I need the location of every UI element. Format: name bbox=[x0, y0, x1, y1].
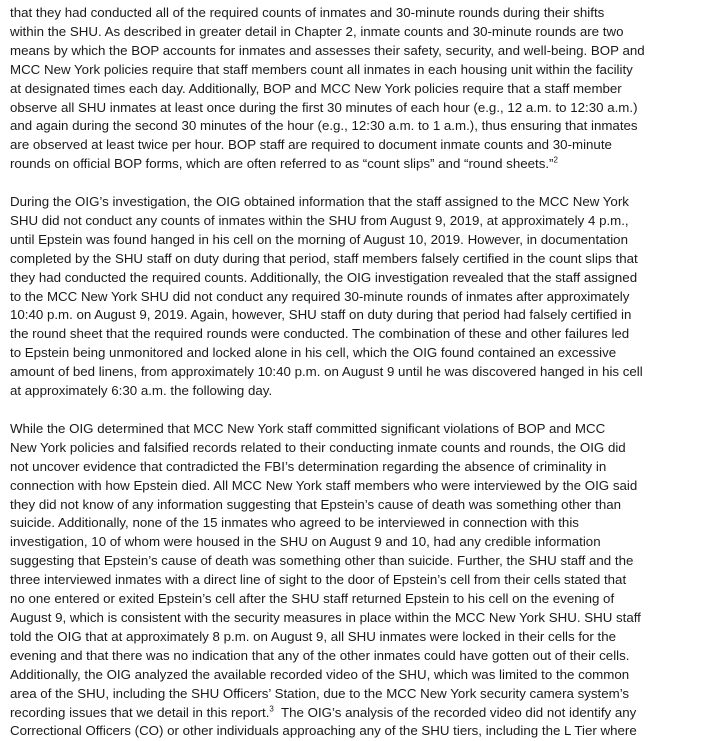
text-line: means by which the BOP accounts for inmates and assesses their safety, security, and well-being. BOP and bbox=[10, 42, 645, 58]
text-segment: rounds on official BOP forms, which are often referred to as “count slips” and “round sheets.” bbox=[10, 156, 554, 172]
text-line: the round sheet that the required rounds were conducted. The combination of these and other failures led bbox=[10, 326, 630, 342]
text-line: amount of bed linens, from approximately 10:40 p.m. on August 9 until he was discovered hanged in his cell bbox=[10, 364, 643, 380]
text-line: observe all SHU inmates at least once during the first 30 minutes of each hour (e.g., 12 a.m. to 12:30 a.m.) bbox=[10, 99, 638, 115]
paragraph-oig-investigation-findings bbox=[10, 193, 710, 401]
document-page bbox=[10, 4, 710, 741]
text-line: until Epstein was found hanged in his cell on the morning of August 10, 2019. However, in documentation bbox=[10, 231, 628, 247]
text-line: at approximately 6:30 a.m. the following day. bbox=[10, 383, 273, 399]
text-line: they had conducted the required counts. Additionally, the OIG investigation revealed that the staff assigned bbox=[10, 269, 638, 285]
text-line: told the OIG that at approximately 8 p.m. on August 9, all SHU inmates were locked in their cells for the bbox=[10, 628, 617, 644]
text-segment: The OIG’s analysis of the recorded video did not identify any bbox=[273, 704, 637, 720]
text-line: completed by the SHU staff on duty during that period, staff members falsely certified in the count slips that bbox=[10, 250, 638, 266]
text-segment: recording issues that we detail in this report. bbox=[10, 704, 270, 720]
text-line: Additionally, the OIG analyzed the available recorded video of the SHU, which was limited to the common bbox=[10, 666, 630, 682]
paragraph-no-criminality-evidence bbox=[10, 420, 710, 741]
text-line: to the MCC New York SHU did not conduct any required 30-minute rounds of inmates after approximately bbox=[10, 288, 630, 304]
text-line: within the SHU. As described in greater detail in Chapter 2, inmate counts and 30-minute rounds are two bbox=[10, 23, 624, 39]
text-line: While the OIG determined that MCC New York staff committed significant violations of BOP and MCC bbox=[10, 420, 606, 436]
text-line: they did not know of any information suggesting that Epstein’s cause of death was something other than bbox=[10, 496, 622, 512]
text-line: at designated times each day. Additionally, BOP and MCC New York policies require that a staff member bbox=[10, 80, 622, 96]
text-line: and again during the second 30 minutes of the hour (e.g., 12:30 a.m. to 1 a.m.), thus ensuring that inmates bbox=[10, 118, 638, 134]
text-line: SHU did not conduct any counts of inmates within the SHU from August 9, 2019, at approximately 4 p.m., bbox=[10, 212, 629, 228]
text-line: New York policies and falsified records related to their conducting inmate counts and rounds, the OIG did bbox=[10, 439, 626, 455]
text-line: investigation, 10 of whom were housed in the SHU on August 9 and 10, had any credible information bbox=[10, 534, 601, 550]
text-line: that they had conducted all of the required counts of inmates and 30-minute rounds during their shifts bbox=[10, 5, 605, 20]
text-line bbox=[10, 704, 710, 723]
text-line bbox=[10, 155, 710, 174]
text-line: suggesting that Epstein’s cause of death was something other than suicide. Further, the SHU staff and the bbox=[10, 553, 634, 569]
text-line: Correctional Officers (CO) or other individuals approaching any of the SHU tiers, including the L Tier where bbox=[10, 723, 637, 739]
text-line: to Epstein being unmonitored and locked alone in his cell, which the OIG found contained an excessive bbox=[10, 345, 617, 361]
text-line: no one entered or exited Epstein’s cell after the SHU staff returned Epstein to his cell on the evening of bbox=[10, 591, 615, 607]
text-line: evening and that there was no indication that any of the other inmates could have gotten out of their cells. bbox=[10, 647, 630, 663]
paragraph-counts-and-rounds bbox=[10, 4, 710, 174]
text-line: August 9, which is consistent with the security measures in place within the MCC New York SHU. SHU staff bbox=[10, 609, 641, 625]
text-line: three interviewed inmates with a direct line of sight to the door of Epstein’s cell from their cells stated that bbox=[10, 572, 627, 588]
text-line: not uncover evidence that contradicted the FBI’s determination regarding the absence of criminality in bbox=[10, 458, 607, 474]
footnote-marker-3: 3 bbox=[269, 704, 274, 714]
text-line: MCC New York policies require that staff members count all inmates in each housing unit within the facility bbox=[10, 61, 633, 77]
text-line: area of the SHU, including the SHU Officers’ Station, due to the MCC New York security camera system’s bbox=[10, 685, 630, 701]
footnote-marker-2: 2 bbox=[553, 155, 558, 165]
text-line: suicide. Additionally, none of the 15 inmates who agreed to be interviewed in connection with this bbox=[10, 515, 579, 531]
text-line: 10:40 p.m. on August 9, 2019. Again, however, SHU staff on duty during that period had falsely certified in bbox=[10, 307, 632, 323]
text-line: During the OIG’s investigation, the OIG obtained information that the staff assigned to the MCC New York bbox=[10, 194, 629, 210]
text-line: connection with how Epstein died. All MCC New York staff members who were interviewed by the OIG said bbox=[10, 477, 638, 493]
text-line: are observed at least twice per hour. BOP staff are required to document inmate counts and 30-minute bbox=[10, 137, 612, 153]
